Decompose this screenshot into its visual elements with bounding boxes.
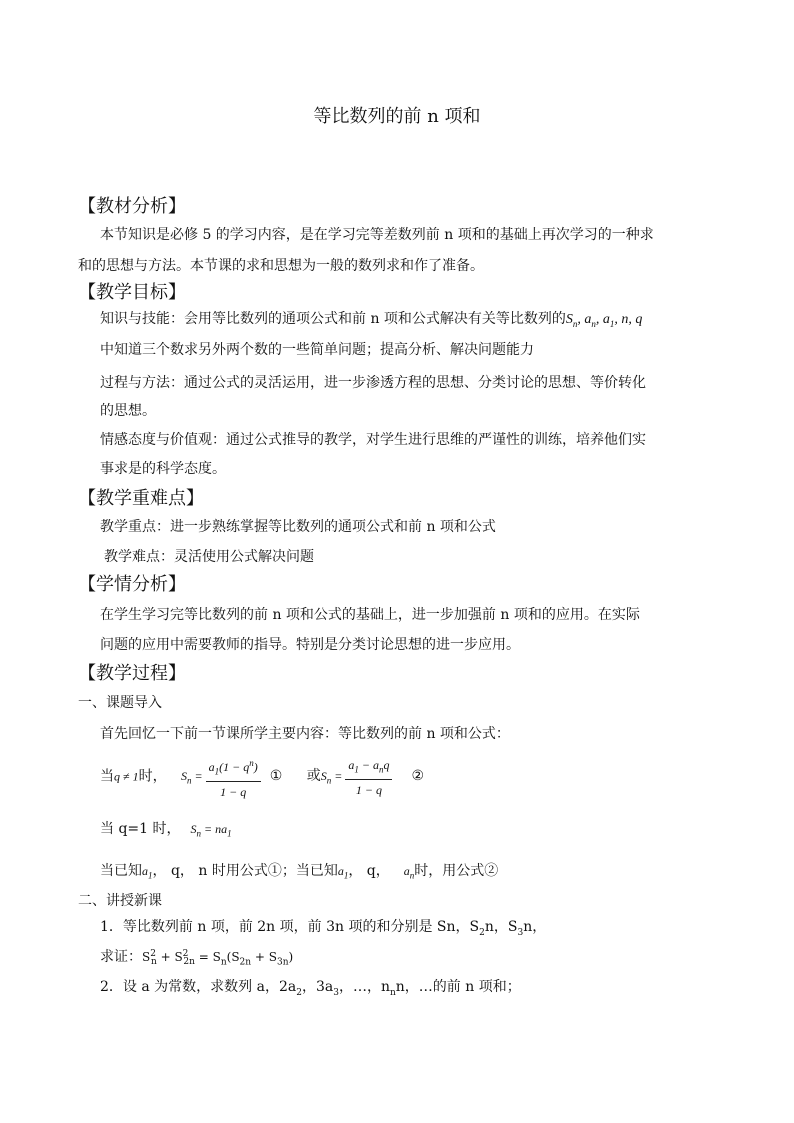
goal-knowledge-line1: 知识与技能：会用等比数列的通项公式和前 n 项和公式解决有关等比数列的$S_n$, $a_n$, $a_1$, n, q — [100, 311, 643, 329]
when-label: 当 — [100, 768, 114, 785]
formula-mark-1: ① — [269, 768, 283, 785]
exercise-1-text-a: 1．等比数列前 n 项，前 2n 项，前 3n 项的和分别是 Sn，S — [100, 919, 480, 935]
key-point: 教学重点：进一步熟练掌握等比数列的通项公式和前 n 项和公式 — [100, 519, 496, 535]
document-title: 等比数列的前 n 项和 — [313, 106, 481, 127]
introduction-text: 首先回忆一下前一节课所学主要内容：等比数列的前 n 项和公式： — [100, 726, 510, 742]
q-equals-1-line — [100, 818, 232, 838]
sum-formula-line — [100, 754, 424, 801]
goal-knowledge-text: 知识与技能：会用等比数列的通项公式和前 n 项和公式解决有关等比数列的 — [100, 311, 566, 327]
exercise-1-text-b: n，S — [484, 919, 518, 935]
heading-student-analysis: 【学情分析】 — [78, 574, 186, 595]
formula-usage-line — [100, 860, 498, 880]
exercise-1-text-c: n， — [523, 919, 547, 935]
subheading-introduction: 一、课题导入 — [78, 695, 162, 711]
goal-process-line1: 过程与方法：通过公式的灵活运用，进一步渗透方程的思想、分类讨论的思想、等价转化 — [100, 375, 646, 391]
prove-line — [100, 946, 293, 967]
exercise-2: 2．设 a 为常数，求数列 a，$2a_2$，$3a_3$，…，$n_nn$，…的前 n 项和； — [100, 979, 521, 998]
q-equals-1-label: 当 q=1 时， — [100, 821, 181, 837]
exercise-2-text-d: n，…的前 n 项和； — [395, 979, 521, 995]
known-label-c: ， q， — [348, 863, 390, 879]
formula-variables: S — [565, 312, 573, 327]
material-paragraph-line1: 本节知识是必修 5 的学习内容，是在学习完等差数列前 n 项和的基础上再次学习的一种求 — [100, 227, 654, 243]
exercise-2-text-b: ，3a — [301, 979, 334, 995]
or-label: 或 — [306, 768, 321, 785]
student-analysis-line1: 在学生学习完等比数列的前 n 项和公式的基础上，进一步加强前 n 项和的应用。在实际 — [100, 607, 640, 623]
exercise-1: 1．等比数列前 n 项，前 2n 项，前 3n 项的和分别是 Sn，$S_2n$，$S_3n$， — [100, 919, 547, 938]
known-label-d: 时，用公式② — [414, 863, 499, 879]
heading-key-difficult-points: 【教学重难点】 — [78, 488, 204, 509]
var-an: $a_n$ — [403, 864, 415, 881]
heading-teaching-goals: 【教学目标】 — [78, 282, 186, 303]
formula-sn-2: $S_n$ = $\frac{a_1 - a_nq}{1 - q}$ — [321, 769, 396, 783]
goal-knowledge-line2: 中知道三个数求另外两个数的一些简单问题；提高分析、解决问题能力 — [100, 342, 534, 358]
exercise-2-text-a: 2．设 a 为常数，求数列 a，2a — [100, 979, 297, 995]
goal-process-line2: 的思想。 — [100, 403, 156, 419]
known-label-b: ， q， n 时用公式①；当已知 — [152, 863, 338, 879]
goal-emotion-line2: 事求是的科学态度。 — [100, 461, 226, 477]
formula-to-prove: $S^2_n + S^2_{2n} = S_n(S_{2n} + S_{3n})$ — [142, 949, 294, 968]
difficult-point: 教学难点：灵活使用公式解决问题 — [104, 549, 314, 565]
var-a1: $a_1$ — [142, 864, 153, 881]
condition-q-not-1: q ≠ 1 — [114, 769, 139, 784]
when-suffix: 时， — [138, 768, 167, 785]
known-label-a: 当已知 — [100, 863, 142, 879]
exercise-2-text-c: ，…，n — [338, 979, 390, 995]
formula-sn-1: $S_n$ = $\frac{a_1(1 - q^n)}{1 - q}$ — [181, 769, 264, 783]
prove-label: 求证： — [100, 949, 142, 965]
heading-teaching-process: 【教学过程】 — [78, 663, 186, 684]
goal-emotion-line1: 情感态度与价值观：通过公式推导的教学，对学生进行思维的严谨性的训练，培养他们实 — [100, 432, 646, 448]
var-a1-second: $a_1$ — [337, 864, 349, 881]
heading-material-analysis: 【教材分析】 — [78, 196, 186, 217]
student-analysis-line2: 问题的应用中需要教师的指导。特别是分类讨论思想的进一步应用。 — [100, 637, 520, 653]
formula-sn-na1: $S_n = na_1$ — [190, 822, 232, 839]
material-paragraph-line2: 和的思想与方法。本节课的求和思想为一般的数列求和作了准备。 — [78, 258, 484, 274]
subheading-new-lesson: 二、讲授新课 — [78, 893, 162, 909]
formula-mark-2: ② — [411, 768, 425, 785]
